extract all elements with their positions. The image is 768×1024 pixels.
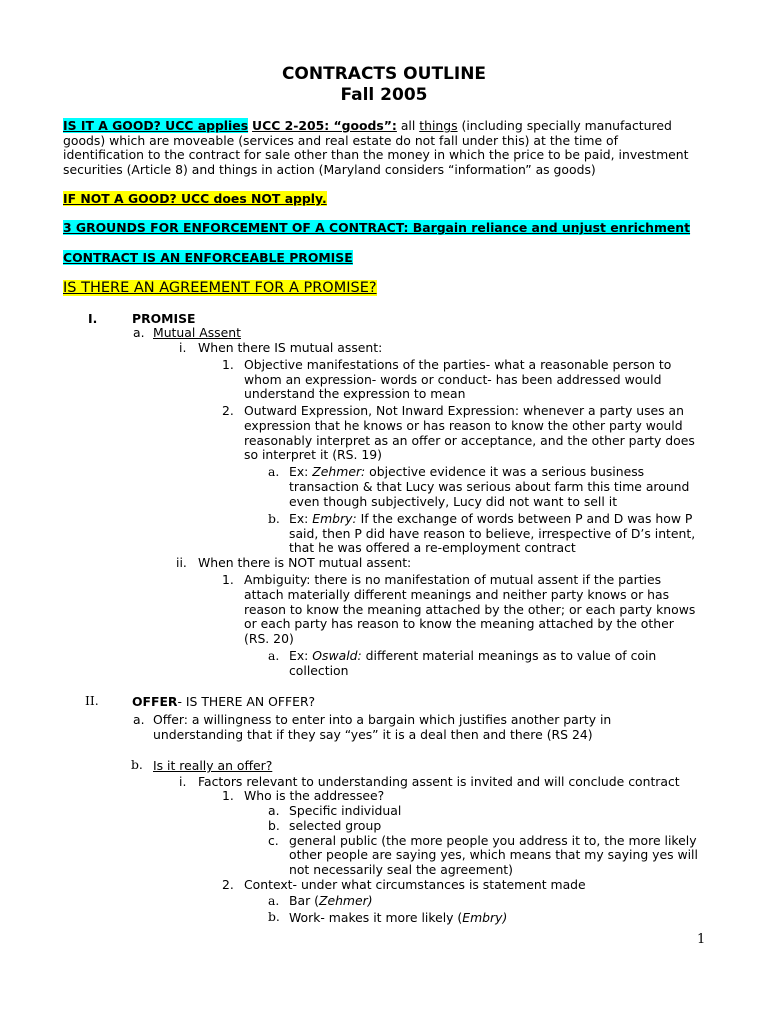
ex-a-line: transaction & that Lucy was serious about farm this time around <box>289 479 690 494</box>
section-1-title: PROMISE <box>132 311 196 326</box>
sec2-a-line: Offer: a willingness to enter into a bargain which justifies another party in <box>153 712 612 727</box>
sec2-a-line: understanding that if they say “yes” it is a deal then and there (RS 24) <box>153 727 593 742</box>
ex-b-text: If the exchange of words between P and D was how P <box>356 511 693 526</box>
ex-c-text: different material meanings as to value of coin <box>361 648 657 663</box>
sec2-n2-text: Context- under what circumstances is statement made <box>244 877 586 892</box>
sec1-ii-label: ii. <box>176 555 187 570</box>
sec1-n2-label: 2. <box>222 403 234 418</box>
ex-a-label: a. <box>268 464 280 479</box>
sec1-ii-text: When there is NOT mutual assent: <box>198 555 412 570</box>
contract-definition-highlight: CONTRACT IS AN ENFORCEABLE PROMISE <box>63 250 353 265</box>
sec1-n2-line: reasonably interpret as an offer or acceptance, and the other party does <box>244 433 695 448</box>
sec2-i-text: Factors relevant to understanding assent is invited and will conclude contract <box>198 774 680 789</box>
sec1-m1-line: Ambiguity: there is no manifestation of mutual assent if the parties <box>244 572 662 587</box>
sec2-n1c-line: other people are saying yes, which means that my saying yes will <box>289 847 698 862</box>
document-subtitle: Fall 2005 <box>340 85 428 105</box>
ex-b-label: b. <box>268 511 280 526</box>
agreement-heading: IS THERE AN AGREEMENT FOR A PROMISE? <box>63 280 377 296</box>
sec1-m1-line: or each party has reason to know the meaning attached by the other <box>244 616 674 631</box>
ex-prefix: Ex: <box>289 511 313 526</box>
sec2-n1b-text: selected group <box>289 818 382 833</box>
section-2-title <box>132 695 315 710</box>
sec1-n1-line: understand the expression to mean <box>244 386 466 401</box>
ex-prefix: Ex: <box>289 648 313 663</box>
intro-line-1-rest: (including specially manufactured <box>457 118 672 133</box>
sec2-n1c-line: general public (the more people you address it to, the more likely <box>289 833 697 848</box>
sec1-m1-line: reason to know the meaning attached by the other; or each party knows <box>244 602 696 617</box>
sec2-n2a-label: a. <box>268 893 280 908</box>
ex-a-line-1 <box>289 465 644 480</box>
sec2-i-label: i. <box>179 774 187 789</box>
is-it-really-an-offer: Is it really an offer? <box>153 758 273 773</box>
sec2-n1c-label: c. <box>268 833 279 848</box>
sec2-n1b-label: b. <box>268 818 280 833</box>
ex-a-line: even though subjectively, Lucy did not want to sell it <box>289 494 618 509</box>
ex-b-line: said, then P did have reason to believe, irrespective of D’s intent, <box>289 526 696 541</box>
ex-c-line-2: collection <box>289 663 349 678</box>
mutual-assent: Mutual Assent <box>153 325 241 340</box>
sec1-n1-line: whom an expression- words or conduct- has been addressed would <box>244 372 662 387</box>
sec2-n1-label: 1. <box>222 788 234 803</box>
sec1-i-text: When there IS mutual assent: <box>198 340 383 355</box>
sec1-i-label: i. <box>179 340 187 355</box>
intro-line-2: goods) which are moveable (services and real estate do not fall under this) at the time of <box>63 133 618 148</box>
not-a-good-highlight: IF NOT A GOOD? UCC does NOT apply. <box>63 191 327 206</box>
intro-line-3: identification to the contract for sale other than the money in which the price to be paid, investment <box>63 147 689 162</box>
is-it-a-good-highlight: IS IT A GOOD? UCC applies <box>63 118 249 133</box>
case-embry: Embry: <box>312 511 357 526</box>
intro-line-1 <box>63 119 672 134</box>
sec2-b-label: b. <box>131 757 143 772</box>
ex-c-line-1 <box>289 649 656 664</box>
offer-label: OFFER <box>132 694 178 709</box>
ucc-goods-label: UCC 2-205: “goods”: <box>252 118 397 133</box>
sec2-n2b-text <box>289 911 507 926</box>
document-title: CONTRACTS OUTLINE <box>281 64 487 84</box>
page-number: 1 <box>697 932 706 947</box>
sec1-m1-line: attach materially different meanings and neither party knows or has <box>244 587 670 602</box>
ex-c-label: a. <box>268 648 280 663</box>
sec1-a-label: a. <box>133 325 145 340</box>
sec2-n1a-label: a. <box>268 803 280 818</box>
sec2-n2-label: 2. <box>222 877 234 892</box>
case-oswald: Oswald: <box>312 648 362 663</box>
sec1-m1-line: (RS. 20) <box>244 631 294 646</box>
sec1-n1-label: 1. <box>222 357 234 372</box>
sec2-n2a-text <box>289 894 373 909</box>
sec1-n2-line: expression that he knows or has reason to know the other party would <box>244 418 683 433</box>
sec1-m1-label: 1. <box>222 572 234 587</box>
intro-things: things <box>419 118 458 133</box>
sec2-n1c-line: not necessarily seal the agreement) <box>289 862 513 877</box>
ex-prefix: Ex: <box>289 464 313 479</box>
section-2-number: II. <box>85 693 99 708</box>
sec1-n2-line: so interpret it (RS. 19) <box>244 447 382 462</box>
ex-a-text: objective evidence it was a serious business <box>365 464 645 479</box>
section-1-number: I. <box>88 311 98 326</box>
case-zehmer: Zehmer) <box>318 893 373 908</box>
sec1-n1-line: Objective manifestations of the parties- what a reasonable person to <box>244 357 672 372</box>
intro-line-4: securities (Article 8) and things in action (Maryland considers “information” as goods) <box>63 162 596 177</box>
grounds-highlight: 3 GROUNDS FOR ENFORCEMENT OF A CONTRACT: Bargain reliance and unjust enrichment <box>63 220 691 235</box>
ex-b-line: that he was offered a re-employment contract <box>289 540 576 555</box>
sec2-a-label: a. <box>133 712 145 727</box>
ex-b-line-1 <box>289 512 692 527</box>
sec1-n2-line: Outward Expression, Not Inward Expression: whenever a party uses an <box>244 403 684 418</box>
case-zehmer: Zehmer: <box>312 464 366 479</box>
work-text: Work- makes it more likely ( <box>289 910 463 925</box>
offer-question: - IS THERE AN OFFER? <box>177 694 316 709</box>
intro-all: all <box>396 118 420 133</box>
bar-text: Bar ( <box>289 893 319 908</box>
sec2-n1a-text: Specific individual <box>289 803 402 818</box>
sec2-n2b-label: b. <box>268 909 280 924</box>
sec2-n1-text: Who is the addressee? <box>244 788 385 803</box>
case-embry: Embry) <box>462 910 508 925</box>
